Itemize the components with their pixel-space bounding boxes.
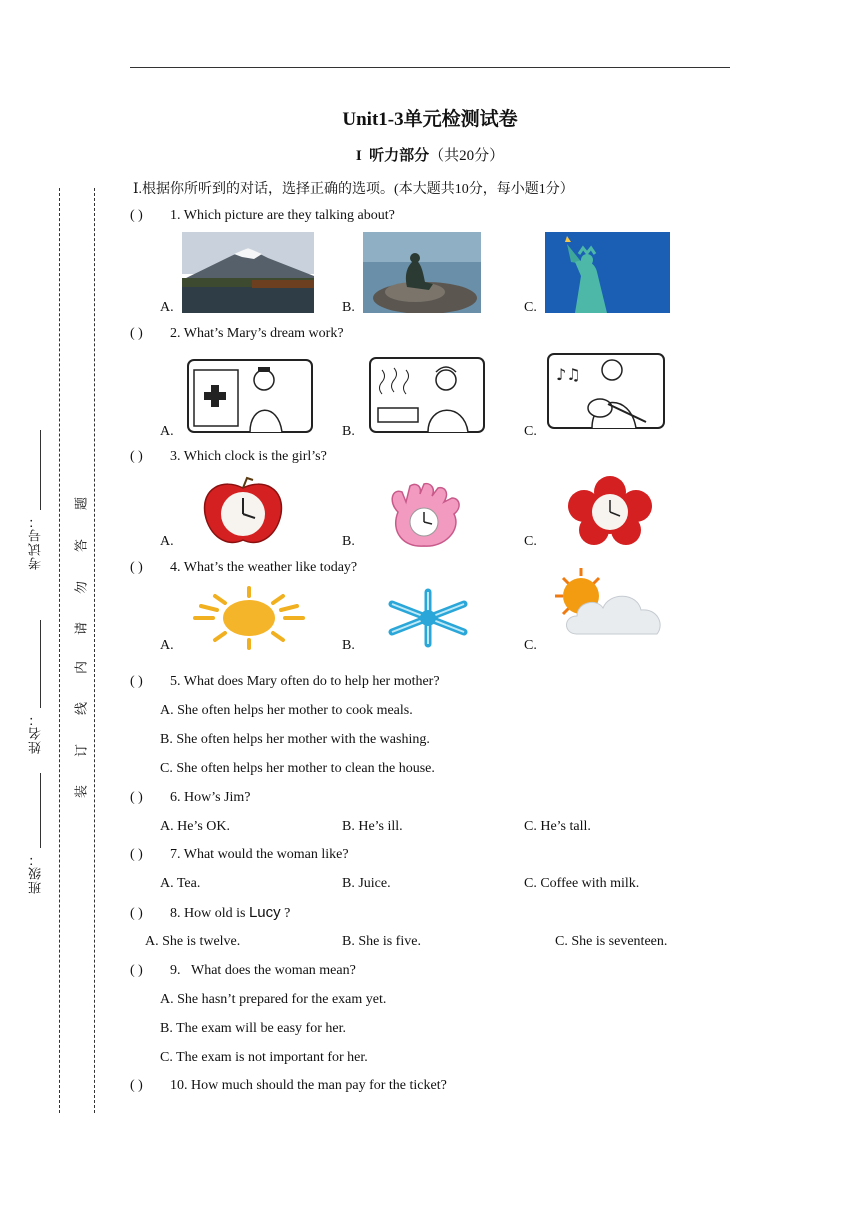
option-label: B. xyxy=(342,424,355,439)
mountain-lake-photo[interactable] xyxy=(182,232,314,313)
warning-char: 答 xyxy=(73,539,89,553)
sun-icon[interactable] xyxy=(193,586,305,650)
class-label: 班级： xyxy=(28,852,43,894)
warning-char: 线 xyxy=(73,702,89,716)
answer-blank[interactable]: ( ) xyxy=(130,449,143,464)
section-heading xyxy=(0,144,860,165)
question-4: ( ) 4. What’s the weather like today? xyxy=(130,560,358,575)
option-c[interactable]: C. He’s tall. xyxy=(524,819,591,834)
option-c[interactable]: C. She often helps her mother to clean the house. xyxy=(160,761,435,776)
class-field[interactable] xyxy=(40,773,41,848)
question-5: ( ) 5. What does Mary often do to help her mother? xyxy=(130,674,440,689)
option-c[interactable]: C. The exam is not important for her. xyxy=(160,1050,368,1065)
question-7: ( ) 7. What would the woman like? xyxy=(130,847,349,862)
question-3: ( ) 3. Which clock is the girl’s? xyxy=(130,449,327,464)
option-c[interactable]: C. Coffee with milk. xyxy=(524,876,640,891)
option-b[interactable]: B. Juice. xyxy=(342,876,391,891)
singer-guitar-drawing[interactable] xyxy=(546,352,666,430)
svg-text:♪♫: ♪♫ xyxy=(556,365,581,384)
warning-char: 勿 xyxy=(73,581,89,595)
exam-number-field[interactable] xyxy=(40,430,41,510)
warning-char: 题 xyxy=(73,497,89,511)
warning-char: 订 xyxy=(73,744,89,758)
option-a[interactable]: A. He’s OK. xyxy=(160,819,230,834)
option-a[interactable]: A. She often helps her mother to cook meals. xyxy=(160,703,413,718)
answer-blank[interactable]: ( ) xyxy=(130,906,143,921)
question-9: ( ) 9. What does the woman mean? xyxy=(130,963,356,978)
flower-clock[interactable] xyxy=(558,476,662,546)
answer-blank[interactable]: ( ) xyxy=(130,963,143,978)
binding-line-outer xyxy=(59,188,60,1113)
instruction: Ⅰ.根据你所听到的对话，选择正确的选项。(本大题共10分，每小题1分） xyxy=(133,182,574,197)
option-b[interactable]: B. He’s ill. xyxy=(342,819,403,834)
question-1: ( ) 1. Which picture are they talking about? xyxy=(130,208,395,223)
option-b[interactable]: B. She often helps her mother with the washing. xyxy=(160,732,430,747)
answer-blank[interactable]: ( ) xyxy=(130,790,143,805)
question-10: ( ) 10. How much should the man pay for the ticket? xyxy=(130,1078,447,1093)
option-a[interactable]: A. She hasn’t prepared for the exam yet. xyxy=(160,992,387,1007)
nurse-drawing[interactable] xyxy=(186,358,314,434)
name-label: 姓名： xyxy=(28,712,43,754)
section-score: （共20分） xyxy=(429,148,505,164)
answer-blank[interactable]: ( ) xyxy=(130,847,143,862)
sun-cloud-icon[interactable] xyxy=(553,568,671,638)
warning-char: 请 xyxy=(73,622,89,636)
answer-blank[interactable]: ( ) xyxy=(130,326,143,341)
question-8: ( ) 8. How old is Lucy ? xyxy=(130,904,291,921)
warning-char: 装 xyxy=(73,785,89,799)
option-label: A. xyxy=(160,638,174,653)
question-6: ( ) 6. How’s Jim? xyxy=(130,790,251,805)
binding-line-inner xyxy=(94,188,95,1113)
section-number: I xyxy=(355,148,362,164)
option-label: B. xyxy=(342,300,355,315)
option-label: A. xyxy=(160,534,174,549)
statue-of-liberty-photo[interactable] xyxy=(545,232,670,313)
hand-clock[interactable] xyxy=(378,482,470,548)
option-label: B. xyxy=(342,534,355,549)
question-2: ( ) 2. What’s Mary’s dream work? xyxy=(130,326,344,341)
section-name: 听力部分 xyxy=(369,148,430,164)
answer-blank[interactable]: ( ) xyxy=(130,208,143,223)
option-label: A. xyxy=(160,424,174,439)
option-a[interactable]: A. She is twelve. xyxy=(145,934,241,949)
option-label: C. xyxy=(524,300,537,315)
option-b[interactable]: B. The exam will be easy for her. xyxy=(160,1021,346,1036)
exam-number-label: 考试号： xyxy=(28,514,43,570)
apple-clock[interactable] xyxy=(183,474,305,548)
answer-blank[interactable]: ( ) xyxy=(130,674,143,689)
option-label: A. xyxy=(160,300,174,315)
top-rule xyxy=(130,67,730,68)
option-label: C. xyxy=(524,424,537,439)
name-field[interactable] xyxy=(40,620,41,708)
option-b[interactable]: B. She is five. xyxy=(342,934,421,949)
option-label: C. xyxy=(524,638,537,653)
answer-blank[interactable]: ( ) xyxy=(130,560,143,575)
warning-char: 内 xyxy=(73,661,89,675)
option-label: B. xyxy=(342,638,355,653)
option-c[interactable]: C. She is seventeen. xyxy=(555,934,668,949)
cook-drawing[interactable] xyxy=(368,356,486,434)
mermaid-statue-photo[interactable] xyxy=(363,232,481,313)
option-label: C. xyxy=(524,534,537,549)
option-a[interactable]: A. Tea. xyxy=(160,876,201,891)
answer-blank[interactable]: ( ) xyxy=(130,1078,143,1093)
page-title: Unit1-3单元检测试卷 xyxy=(342,109,518,130)
snowflake-icon[interactable] xyxy=(378,588,478,648)
